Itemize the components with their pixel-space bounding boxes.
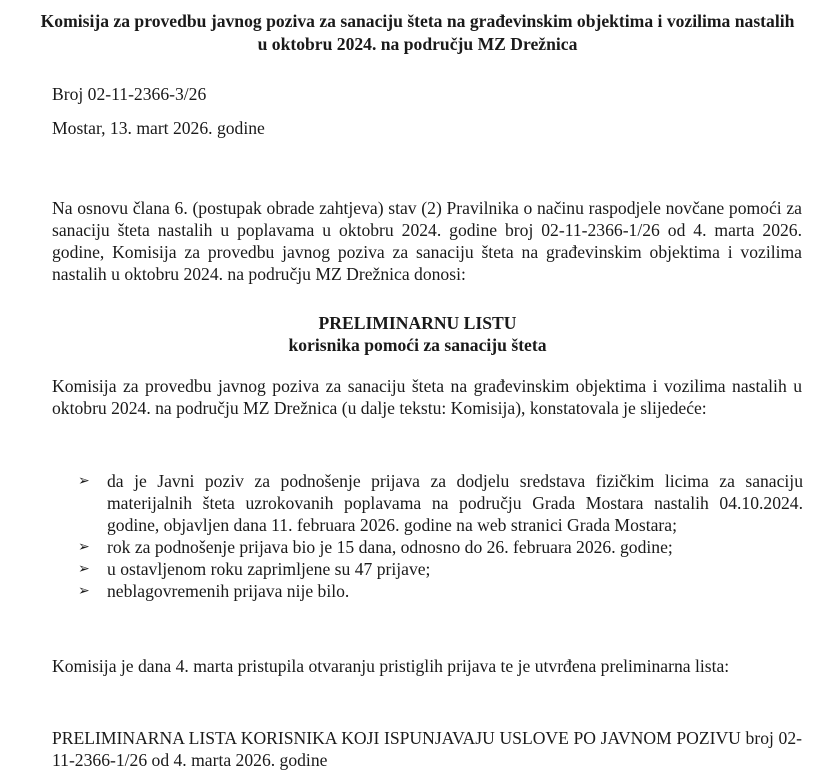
findings-list: [78, 470, 803, 602]
finding-text: rok za podnošenje prijava bio je 15 dana, odnosno do 26. februara 2026. godine;: [107, 537, 673, 557]
decision-subtitle: korisnika pomoći za sanaciju šteta: [288, 335, 547, 355]
intro-paragraph: Na osnovu člana 6. (postupak obrade zahtjeva) stav (2) Pravilnika o načinu raspodjele novčane pomoći za sanaciju šteta nastalih u poplavama u oktobru 2024. godine broj 02-11-2366-1/26 od 4. marta 2026. godine, Komisija za provedbu javnog poziva za sanaciju šteta na građevinskim objektima i vozilima nastalih u oktobru 2024. na području MZ Drežnica donosi:: [52, 198, 802, 284]
finding-item: [78, 558, 803, 580]
reference-number: Broj 02-11-2366-3/26: [52, 84, 207, 104]
arrowhead-bullet-icon: ➢: [78, 561, 90, 577]
document-title: Komisija za provedbu javnog poziva za sanaciju šteta na građevinskim objektima i vozilima nastalih u oktobru 2024. na području MZ Drežnica: [40, 11, 795, 54]
place-and-date: Mostar, 13. mart 2026. godine: [52, 118, 265, 138]
list-heading: PRELIMINARNA LISTA KORISNIKA KOJI ISPUNJAVAJU USLOVE PO JAVNOM POZIVU broj 02-11-2366-1/26 od 4. marta 2026. godine: [52, 728, 802, 770]
decision-heading: [40, 312, 795, 356]
finding-item: [78, 536, 803, 558]
finding-text: neblagovremenih prijava nije bilo.: [107, 581, 350, 601]
finding-text: u ostavljenom roku zaprimljene su 47 prijave;: [107, 559, 431, 579]
arrowhead-bullet-icon: ➢: [78, 539, 90, 555]
finding-item: [78, 470, 803, 536]
decision-title: PRELIMINARNU LISTU: [318, 313, 517, 333]
arrowhead-bullet-icon: ➢: [78, 473, 90, 489]
findings-intro: Komisija za provedbu javnog poziva za sanaciju šteta na građevinskim objektima i vozilima nastalih u oktobru 2024. na području MZ Drežnica (u dalje tekstu: Komisija), konstatovala je slijedeće:: [52, 376, 802, 418]
opening-paragraph: Komisija je dana 4. marta pristupila otvaranju pristiglih prijava te je utvrđena preliminarna lista:: [52, 656, 730, 676]
arrowhead-bullet-icon: ➢: [78, 583, 90, 599]
finding-item: [78, 580, 803, 602]
finding-text: da je Javni poziv za podnošenje prijava za dodjelu sredstava fizičkim licima za sanaciju materijalnih šteta uzrokovanih poplavama na području Grada Mostara nastalih 04.10.2024. godine, objavljen dana 11. februara 2026. godine na web stranici Grada Mostara;: [107, 471, 803, 535]
